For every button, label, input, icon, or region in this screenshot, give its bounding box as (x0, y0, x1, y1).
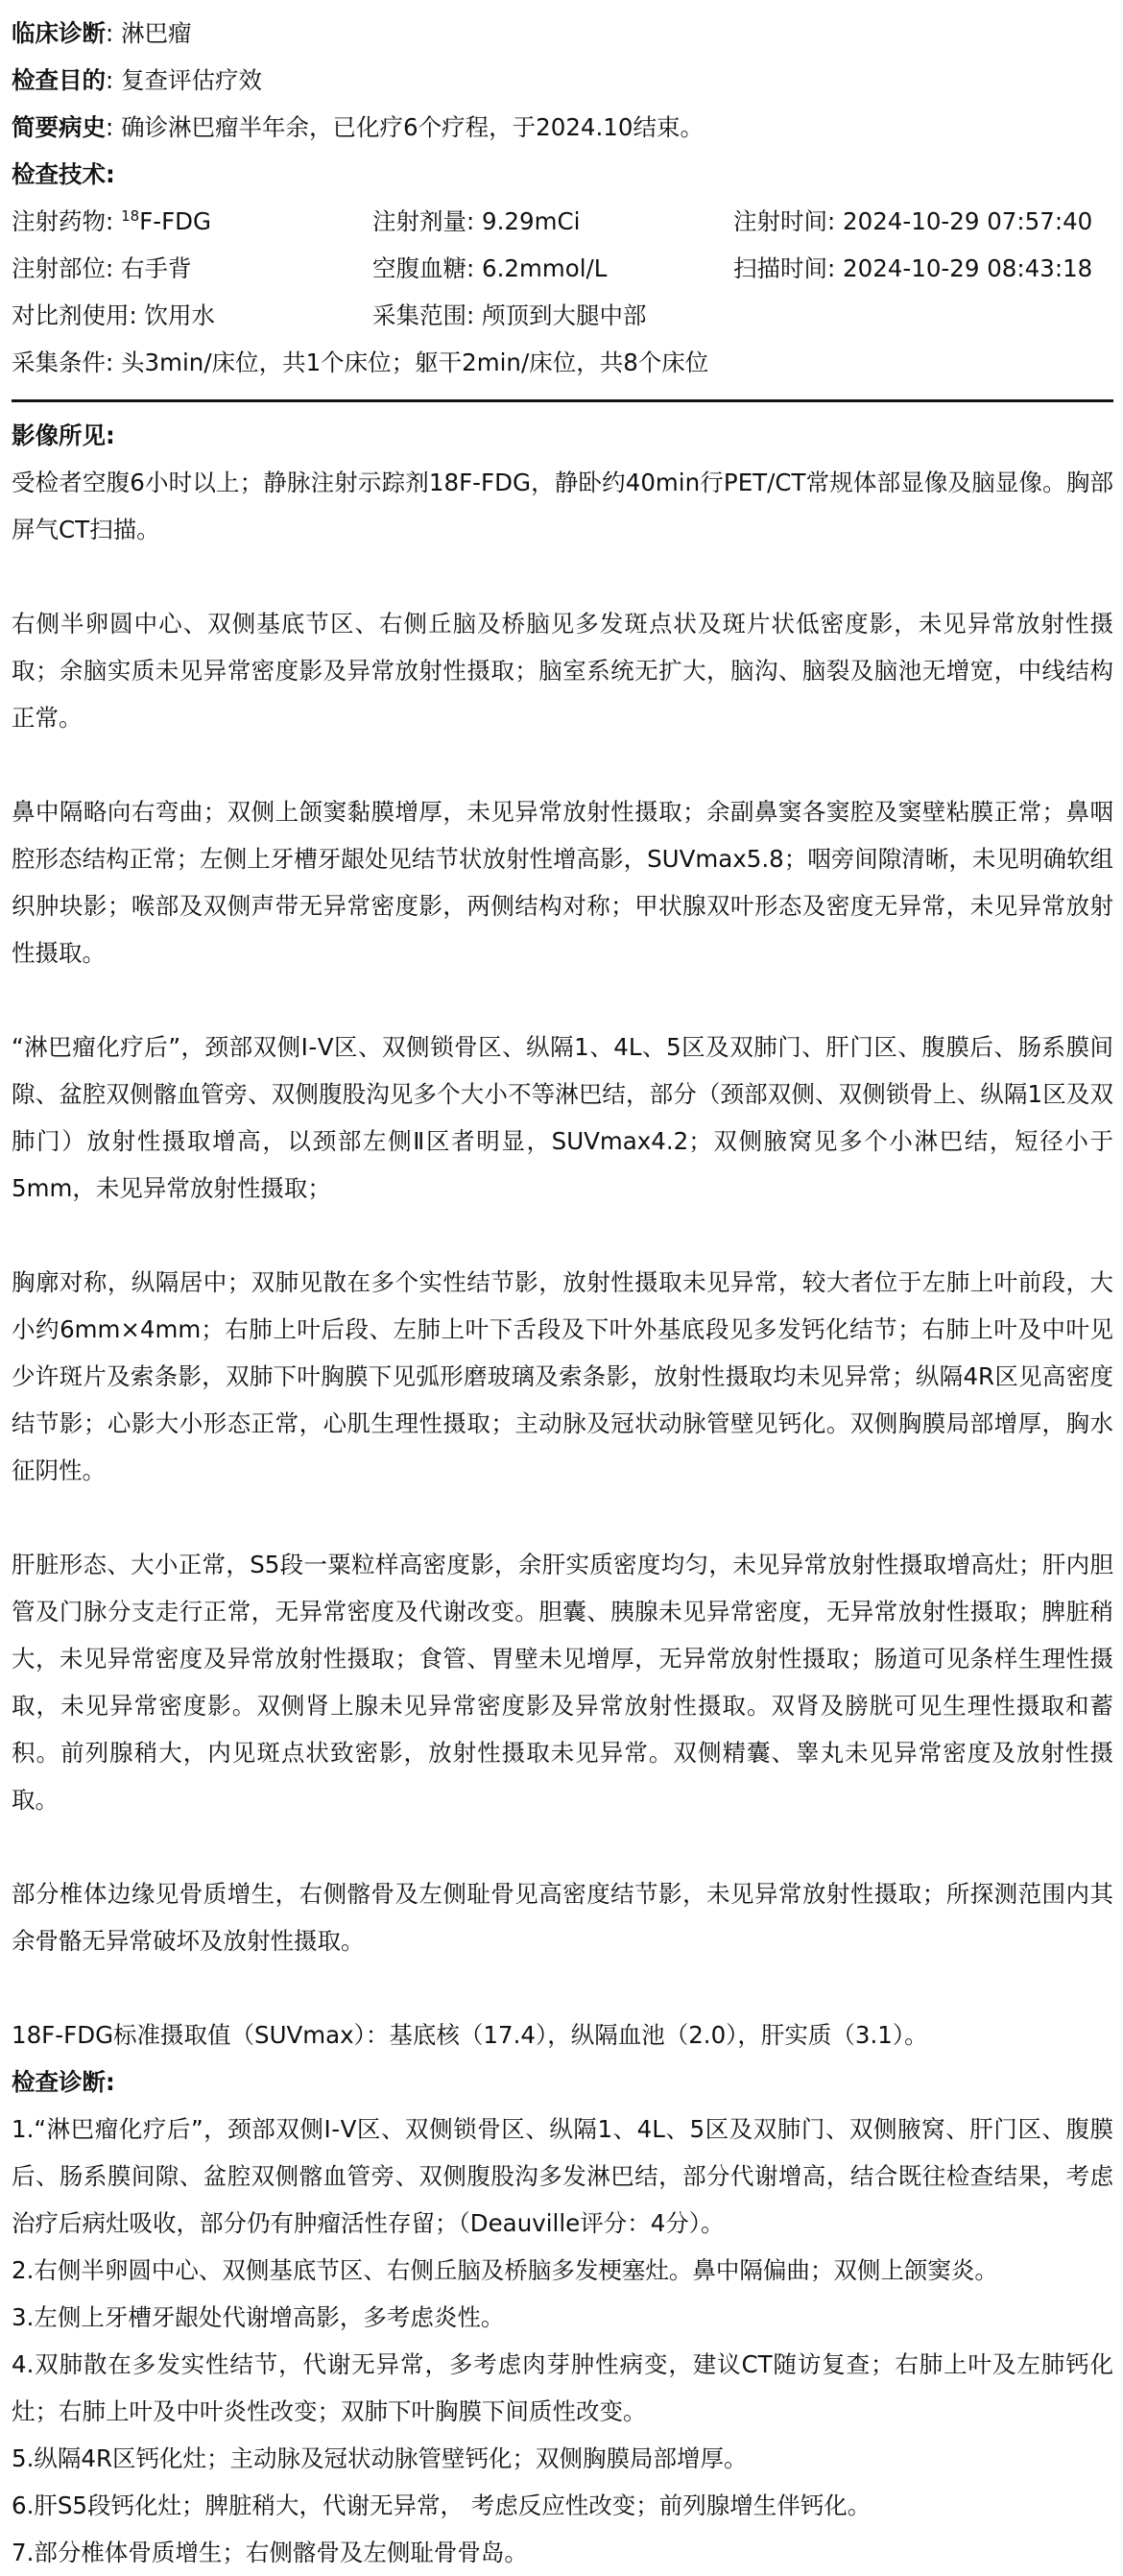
history-row (12, 104, 1113, 151)
exam-purpose-sep: : (106, 66, 114, 94)
acquisition-conditions: 采集条件: 头3min/床位，共1个床位；躯干2min/床位，共8个床位 (12, 349, 709, 376)
diagnosis-item: 3.左侧上牙槽牙龈处代谢增高影，多考虑炎性。 (12, 2303, 505, 2331)
exam-purpose-value: 复查评估疗效 (121, 66, 263, 94)
injection-drug-value: F-FDG (139, 207, 212, 235)
spacer (12, 553, 1113, 600)
injection-time: 注射时间: 2024-10-29 07:57:40 (733, 207, 1093, 235)
exam-purpose-label: 检查目的 (12, 66, 106, 94)
section-divider (12, 399, 1113, 402)
findings-paragraph-bones: 部分椎体边缘见骨质增生，右侧髂骨及左侧耻骨见高密度结节影，未见异常放射性摄取；所探测范围内其余骨骼无异常破坏及放射性摄取。 (12, 1880, 1113, 1955)
technique-title: 检查技术: (12, 160, 115, 188)
spacer (12, 741, 1113, 788)
spacer (12, 1212, 1113, 1259)
diagnosis-title: 检查诊断: (12, 2068, 115, 2096)
spacer (12, 1964, 1113, 2011)
contrast-agent: 对比剂使用: 饮用水 (12, 301, 216, 329)
spacer (12, 1823, 1113, 1870)
scan-range: 采集范围: 颅顶到大腿中部 (372, 301, 647, 329)
history-value: 确诊淋巴瘤半年余，已化疗6个疗程，于2024.10结束。 (121, 113, 704, 141)
findings-paragraph-general: 受检者空腹6小时以上；静脉注射示踪剂18F-FDG，静卧约40min行PET/CT常规体部显像及脑显像。胸部屏气CT扫描。 (12, 469, 1113, 543)
findings-paragraph-lymph-nodes: “淋巴瘤化疗后”，颈部双侧Ⅰ-Ⅴ区、双侧锁骨区、纵隔1、4L、5区及双肺门、肝门区、腹膜后、肠系膜间隙、盆腔双侧髂血管旁、双侧腹股沟见多个大小不等淋巴结，部分（颈部双侧、双侧锁骨上、纵隔1区及双肺门）放射性摄取增高，以颈部左侧Ⅱ区者明显，SUVmax4.2；双侧腋窝见多个小淋巴结，短径小于5mm，未见异常放射性摄取； (12, 1033, 1113, 1202)
clinical-diagnosis-sep: : (106, 19, 114, 47)
history-sep: : (106, 113, 114, 141)
diagnosis-list (12, 2106, 1113, 2576)
diagnosis-item: 7.部分椎体骨质增生；右侧髂骨及左侧耻骨骨岛。 (12, 2539, 528, 2566)
spacer (12, 1494, 1113, 1541)
findings-paragraph-suv: 18F-FDG标准摄取值（SUVmax）：基底核（17.4），纵隔血池（2.0），肝实质（3.1）。 (12, 2021, 928, 2049)
exam-purpose-row (12, 57, 1113, 104)
injection-drug-label: 注射药物: (12, 207, 114, 235)
injection-drug-isotope: 18 (121, 206, 140, 225)
clinical-diagnosis-row (12, 10, 1113, 57)
injection-drug (12, 198, 372, 245)
diagnosis-item: 1.“淋巴瘤化疗后”，颈部双侧Ⅰ-Ⅴ区、双侧锁骨区、纵隔1、4L、5区及双肺门、双侧腋窝、肝门区、腹膜后、肠系膜间隙、盆腔双侧髂血管旁、双侧腹股沟多发淋巴结，部分代谢增高，结合既往检查结果，考虑治疗后病灶吸收，部分仍有肿瘤活性存留；（Deauville评分：4分）。 (12, 2115, 1113, 2237)
history-label: 简要病史 (12, 113, 106, 141)
spacer (12, 976, 1113, 1023)
findings-paragraph-abdomen: 肝脏形态、大小正常，S5段一粟粒样高密度影，余肝实质密度均匀，未见异常放射性摄取增高灶；肝内胆管及门脉分支走行正常，无异常密度及代谢改变。胆囊、胰腺未见异常密度，无异常放射性摄取；脾脏稍大，未见异常密度及异常放射性摄取；食管、胃壁未见增厚，无异常放射性摄取；肠道可见条样生理性摄取，未见异常密度影。双侧肾上腺未见异常密度影及异常放射性摄取。双肾及膀胱可见生理性摄取和蓄积。前列腺稍大，内见斑点状致密影，放射性摄取未见异常。双侧精囊、睾丸未见异常密度及放射性摄取。 (12, 1551, 1113, 1814)
technique-grid (12, 198, 1113, 339)
findings-title: 影像所见: (12, 421, 115, 449)
findings-paragraph-brain: 右侧半卵圆中心、双侧基底节区、右侧丘脑及桥脑见多发斑点状及斑片状低密度影，未见异常放射性摄取；余脑实质未见异常密度影及异常放射性摄取；脑室系统无扩大，脑沟、脑裂及脑池无增宽，中线结构正常。 (12, 610, 1113, 732)
clinical-diagnosis-value: 淋巴瘤 (121, 19, 192, 47)
injection-dose: 注射剂量: 9.29mCi (372, 207, 581, 235)
empty-cell (733, 292, 1115, 339)
diagnosis-item: 6.肝S5段钙化灶；脾脏稍大，代谢无异常， 考虑反应性改变；前列腺增生伴钙化。 (12, 2492, 872, 2519)
findings-paragraph-chest: 胸廓对称，纵隔居中；双肺见散在多个实性结节影，放射性摄取未见异常，较大者位于左肺上叶前段，大小约6mm×4mm；右肺上叶后段、左肺上叶下舌段及下叶外基底段见多发钙化结节；右肺上叶及中叶见少许斑片及索条影，双肺下叶胸膜下见弧形磨玻璃及索条影，放射性摄取均未见异常；纵隔4R区见高密度结节影；心影大小形态正常，心肌生理性摄取；主动脉及冠状动脉管壁见钙化。双侧胸膜局部增厚，胸水征阴性。 (12, 1268, 1113, 1484)
fasting-glucose: 空腹血糖: 6.2mmol/L (372, 254, 608, 282)
clinical-diagnosis-label: 临床诊断 (12, 19, 106, 47)
diagnosis-item: 2.右侧半卵圆中心、双侧基底节区、右侧丘脑及桥脑多发梗塞灶。鼻中隔偏曲；双侧上颌窦炎。 (12, 2256, 998, 2284)
diagnosis-item: 5.纵隔4R区钙化灶；主动脉及冠状动脉管壁钙化；双侧胸膜局部增厚。 (12, 2444, 748, 2472)
diagnosis-item: 4.双肺散在多发实性结节，代谢无异常，多考虑肉芽肿性病变，建议CT随访复查；右肺上叶及左肺钙化灶；右肺上叶及中叶炎性改变；双肺下叶胸膜下间质性改变。 (12, 2350, 1113, 2425)
findings-paragraph-head-neck: 鼻中隔略向右弯曲；双侧上颌窦黏膜增厚，未见异常放射性摄取；余副鼻窦各窦腔及窦壁粘膜正常；鼻咽腔形态结构正常；左侧上牙槽牙龈处见结节状放射性增高影，SUVmax5.8；咽旁间隙清晰，未见明确软组织肿块影；喉部及双侧声带无异常密度影，两侧结构对称；甲状腺双叶形态及密度无异常，未见异常放射性摄取。 (12, 798, 1113, 967)
scan-time: 扫描时间: 2024-10-29 08:43:18 (733, 254, 1093, 282)
injection-site: 注射部位: 右手背 (12, 254, 192, 282)
